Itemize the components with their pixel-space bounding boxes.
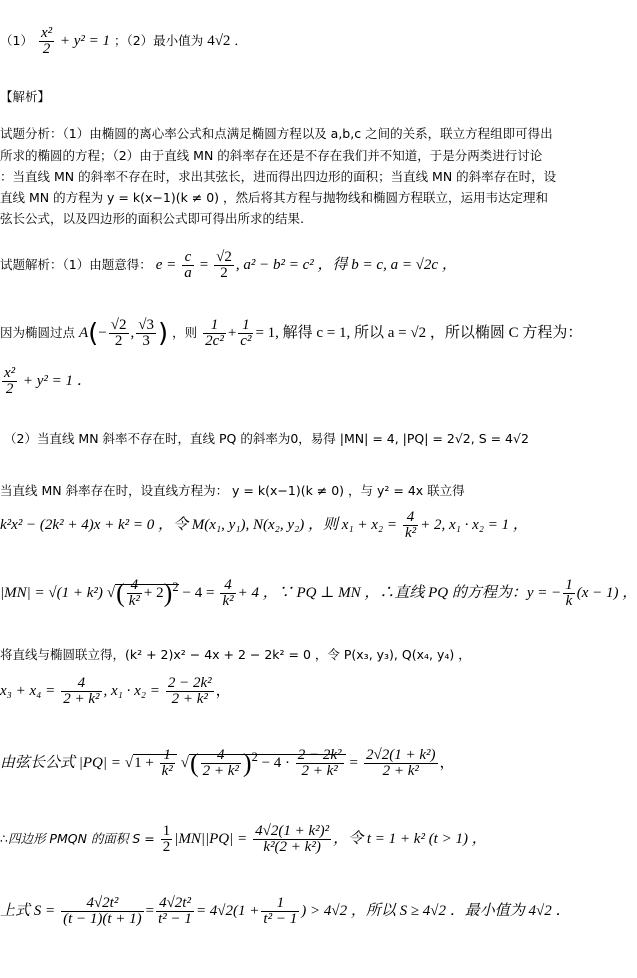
section-title: 【解析】: [0, 89, 51, 104]
solution-line-2: 因为椭圆过点 A(− $\frac{√2}{2}$ , $\frac{√3}{3}$ ) ，则 $\frac{1}{\text{2c²}}$ + $\frac{1}{\text{c²}}$ = 1, 解得 c = 1, 所以 a = √2 ，所以椭圆 C 方程为：: [0, 317, 583, 349]
fraction-pq-length: $\frac{\text{2√2(1 + k²)}}{\text{2 + k²}}$: [366, 747, 436, 779]
analysis-line-5: 弦长公式，以及四边形的面积公式即可得出所求的结果.: [0, 211, 304, 226]
solution-12-tail: ) > 4√2 ，所以 S ≥ 4√2 ．最小值为 4√2 ．: [301, 903, 571, 919]
fraction-1-over-k: $\frac{1}{k}$: [565, 577, 573, 609]
solution-10-mid: − 4 ·: [261, 755, 291, 771]
answer-eq-tail: + y² = 1: [56, 33, 110, 49]
solution-7-mid: − 4 =: [182, 585, 215, 601]
solution-12-mid: = 4√2(1 +: [195, 903, 260, 919]
fraction-4-over-k2-b: $\frac{4}{\text{k²}}$: [128, 577, 140, 610]
solution-7-tail: (x − 1) ，: [576, 585, 637, 601]
fraction-4-over-2pk2: $\frac{4}{\text{2 + k²}}$: [63, 675, 100, 707]
solution-9-head: x₃ + x₄ =: [0, 683, 56, 699]
solution-6-tail: + 2, x₁ · x₂ = 1 ，: [420, 517, 528, 533]
solution-2-tail: = 1, 解得 c = 1, 所以 a = √2 ，所以椭圆 C 方程为：: [255, 325, 583, 341]
answer-min-value: 4√2: [207, 33, 231, 49]
solution-line-7: |MN| = √(1 + k²) √( $\frac{4}{\text{k²}}$ + 2)$^2$ − 4 = $\frac{4}{\text{k²}}$ + 4 ，∵ PQ ⊥ MN ，∴直线 PQ 的方程为：y = − $\frac{1}{k}$ (x − 1) ，: [0, 577, 637, 610]
answer-line: [0, 26, 247, 57]
fraction-x2-over-2-b: $\frac{\text{x²}}{2}$: [4, 365, 16, 397]
solution-7-mid2: + 4 ，∵ PQ ⊥ MN ，∴直线 PQ 的方程为：y = −: [237, 585, 562, 601]
fraction-neg-root2-over-2: $\frac{√2}{2}$: [110, 317, 127, 349]
analysis-line-1: 试题分析：（1）由椭圆的离心率公式和点满足椭圆方程以及 a,b,c 之间的关系，联立方程组即可得出: [0, 126, 553, 141]
solution-10-tail: ，: [439, 755, 455, 771]
fraction-1-over-2c2: $\frac{1}{\text{2c²}}$: [205, 317, 224, 349]
fraction-t-3: $\frac{1}{\text{t² − 1}}$: [263, 895, 298, 927]
solution-6-head: k²x² − (2k² + 4)x + k² = 0 ，令 M(x₁, y₁), N(x₂, y₂) ，则 x₁ + x₂ =: [0, 517, 397, 533]
solution-10-head: 由弦长公式 |PQ| =: [0, 755, 121, 771]
solution-line-8: 将直线与椭圆联立得，(k² + 2)x² − 4x + 2 − 2k² = 0 ，令 P(x₃, y₃), Q(x₄, y₄) ，: [0, 647, 471, 662]
fraction-t-2: $\frac{\text{4√2t²}}{\text{t² − 1}}$: [158, 895, 192, 927]
fraction-root2-over-2: $\frac{√2}{2}$: [216, 249, 232, 281]
solution-11-mid: |MN||PQ| =: [174, 831, 248, 847]
solution-9-tail: ，: [215, 683, 231, 699]
fraction-x2-over-2: $\frac{\text{x²}}{2}$: [40, 25, 53, 57]
fraction-area: $\frac{\text{4√2(1 + k²)²}}{\text{k²(2 + k²)}}$: [255, 823, 330, 855]
solution-line-12: 上式 S = $\frac{\text{4√2t²}}{(t - 1)(t + 1)}$ = $\frac{\text{4√2t²}}{\text{t² − 1}}$ = 4√2(1 + $\frac{1}{\text{t² − 1}}$ ) > 4√2 ，所以 S ≥ 4√2 ．最小值为 4√2 ．: [0, 895, 571, 927]
solution-11-tail: ，令 t = 1 + k² (t > 1) ，: [333, 831, 487, 847]
solution-line-5: 当直线 MN 斜率存在时，设直线方程为： y = k(x−1)(k ≠ 0) ，与 y² = 4x 联立得: [0, 483, 465, 498]
fraction-1-over-2: $\frac{1}{2}$: [162, 823, 171, 855]
solution-1-prefix: 试题解析：（1）由题意得：: [0, 257, 152, 272]
answer-part2-label: ；（2）最小值为: [113, 33, 204, 48]
fraction-4-over-k2-c: $\frac{4}{\text{k²}}$: [222, 577, 234, 609]
solution-line-6: [0, 510, 528, 541]
solution-line-4: （2）当直线 MN 斜率不存在时，直线 PQ 的斜率为0，易得 |MN| = 4, |PQ| = 2√2, S = 4√2: [4, 431, 529, 446]
solution-line-1: 试题解析：（1）由题意得： e = $\frac{c}{a}$ = $\frac{√2}{2}$ , a² − b² = c² ，得 b = c, a = √2c ，: [0, 249, 457, 281]
analysis-line-4: 直线 MN 的方程为 y = k(x−1)(k ≠ 0) ，然后将其方程与抛物线和椭圆方程联立，运用韦达定理和: [0, 190, 549, 205]
fraction-4-over-2pk2-b: $\frac{4}{\text{2 + k²}}$: [202, 747, 239, 780]
solution-12-head: 上式 S =: [0, 903, 56, 919]
analysis-line-3: ：当直线 MN 的斜率不存在时，求出其弦长，进而得出四边形的面积；当直线 MN 的斜率存在时，设: [0, 169, 557, 184]
solution-line-11: [0, 824, 487, 855]
solution-7-head: |MN| = √(1 + k²): [0, 585, 103, 601]
solution-3-tail: + y² = 1 ．: [19, 373, 92, 389]
solution-line-10: 由弦长公式 |PQ| = √1 + $\frac{1}{\text{k²}}$ √( $\frac{4}{\text{2 + k²}}$ )$^2$ − 4 · $\frac{\text{2 − 2k²}}{\text{2 + k²}}$ = $\frac{\text{2√2(1 + k²)}}{\text{2 + k²}}$ ，: [0, 747, 455, 780]
fraction-4-over-k2: $\frac{4}{\text{k²}}$: [404, 509, 417, 541]
analysis-line-2: 所求的椭圆的方程；（2）由于直线 MN 的斜率存在还是不存在我们并不知道，于是分两类进行讨论: [0, 148, 543, 163]
fraction-2m2k2-over-2pk2: $\frac{\text{2 − 2k²}}{\text{2 + k²}}$: [167, 675, 212, 707]
solution-9-mid: , x₁ · x₂ =: [103, 683, 160, 699]
solution-line-9: [0, 676, 231, 707]
solution-11-head: ∴四边形 PMQN 的面积 S =: [0, 831, 155, 846]
fraction-1-over-c2: $\frac{1}{\text{c²}}$: [240, 317, 252, 349]
solution-line-3: [0, 366, 92, 397]
solution-1-mid: , a² − b² = c² ，得 b = c, a = √2c ，: [235, 257, 457, 273]
answer-part1-label: （1）: [0, 33, 33, 48]
solution-2-prefix: 因为椭圆过点: [0, 325, 76, 340]
fraction-t-1: $\frac{\text{4√2t²}}{(t - 1)(t + 1)}$: [63, 895, 142, 927]
solution-2-mid: ，则: [172, 325, 198, 340]
fraction-c-over-a: $\frac{c}{a}$: [184, 249, 192, 281]
eccentricity-label: e =: [155, 257, 177, 273]
answer-end: ．: [234, 33, 247, 48]
fraction-root3-over-3: $\frac{√3}{3}$: [138, 317, 155, 349]
